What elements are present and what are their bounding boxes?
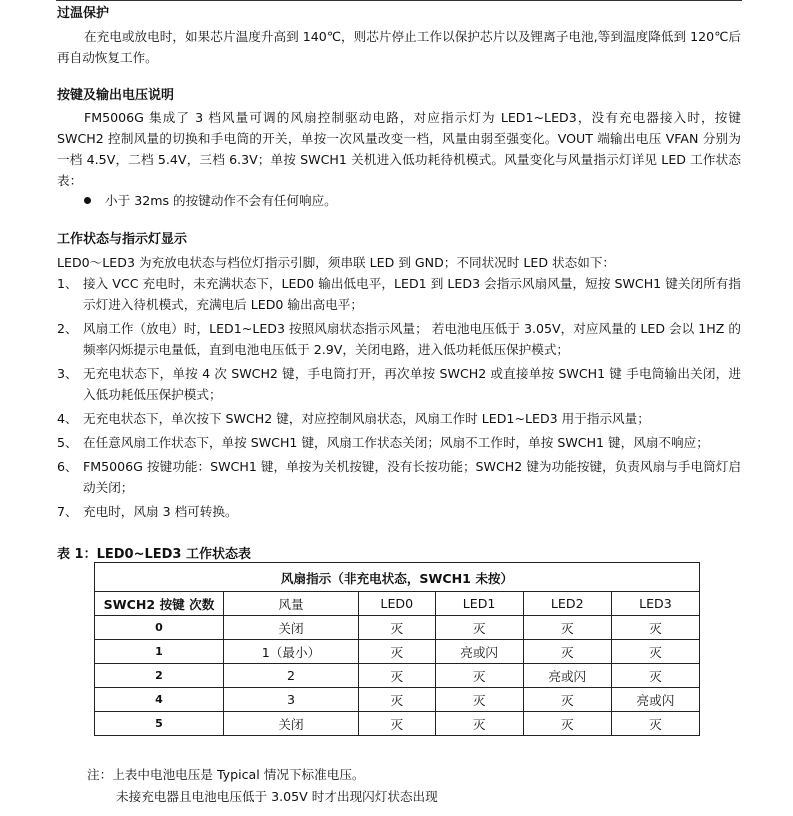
table-cell: 灭 xyxy=(358,616,435,640)
table-cell: 1（最小） xyxy=(224,640,359,664)
list-item xyxy=(57,273,741,315)
list-text: 无充电状态下，单次按下 SWCH2 键，对应控制风扇状态，风扇工作时 LED1~LED3 用于指示风量； xyxy=(83,411,650,426)
table-cell: 灭 xyxy=(358,688,435,712)
table-cell: 亮或闪 xyxy=(435,640,523,664)
list-number: 4、 xyxy=(57,411,78,426)
table-row xyxy=(95,688,700,712)
table-row xyxy=(95,616,700,640)
list-text: 在任意风扇工作状态下，单按 SWCH1 键，风扇工作状态关闭；风扇不工作时，单按 SWCH1 键，风扇不响应； xyxy=(83,435,709,450)
table-cell: 灭 xyxy=(435,616,523,640)
section-overtemp xyxy=(57,4,741,68)
table-cell: 灭 xyxy=(435,688,523,712)
column-header: 风量 xyxy=(224,592,359,616)
table-body xyxy=(95,616,700,736)
list-text: 充电时，风扇 3 档可转换。 xyxy=(83,504,238,519)
bullet-item xyxy=(84,190,337,211)
table-cell: 灭 xyxy=(523,616,611,640)
top-rule xyxy=(56,0,742,1)
note xyxy=(87,764,438,808)
list-number: 2、 xyxy=(57,321,78,336)
table-header-row xyxy=(95,592,700,616)
table-cell: 2 xyxy=(224,664,359,688)
section-keys xyxy=(57,86,741,191)
table-cell: 5 xyxy=(95,712,224,736)
table-cell: 1 xyxy=(95,640,224,664)
table-cell: 灭 xyxy=(358,712,435,736)
table-cell: 灭 xyxy=(523,688,611,712)
table-cell: 关闭 xyxy=(224,712,359,736)
list-item xyxy=(57,318,741,360)
list-item xyxy=(57,501,741,522)
table-row xyxy=(95,664,700,688)
table-row xyxy=(95,712,700,736)
table-cell: 灭 xyxy=(523,712,611,736)
list-number: 1、 xyxy=(57,276,78,291)
list-item xyxy=(57,432,741,453)
list-text: 风扇工作（放电）时，LED1~LED3 按照风扇状态指示风量； 若电池电压低于 3.05V，对应风量的 LED 会以 1HZ 的频率闪烁提示电量低，直到电池电压低于 2.9V，关闭电路，进入低功耗低压保护模式； xyxy=(83,321,741,357)
list-text: 接入 VCC 充电时，未充满状态下，LED0 输出低电平，LED1 到 LED3 会指示风扇风量，短按 SWCH1 键关闭所有指示灯进入待机模式，充满电后 LED0 输出高电平； xyxy=(83,276,741,312)
note-line: 未接充电器且电池电压低于 3.05V 时才出现闪灯状态出现 xyxy=(116,789,438,804)
paragraph: FM5006G 集成了 3 档风量可调的风扇控制驱动电路，对应指示灯为 LED1~LED3，没有充电器接入时，按键 SWCH2 控制风量的切换和手电筒的开关，单按一次风量改变一档，风量由弱至强变化。VOUT 端输出电压 VFAN 分别为一档 4.5V，二档 5.4V，三档 6.3V；单按 SWCH1 关机进入低功耗待机模式。风量变化与风量指示灯详见 LED 工作状态表： xyxy=(57,110,741,188)
list-item xyxy=(57,408,741,429)
section-status xyxy=(57,230,741,525)
table-cell: 3 xyxy=(224,688,359,712)
table-row xyxy=(95,640,700,664)
list-number: 6、 xyxy=(57,459,78,474)
table-cell: 关闭 xyxy=(224,616,359,640)
column-header: LED3 xyxy=(611,592,699,616)
section-title: 按键及输出电压说明 xyxy=(57,88,175,103)
table-cell: 灭 xyxy=(435,664,523,688)
table-cell: 亮或闪 xyxy=(523,664,611,688)
paragraph: 在充电或放电时，如果芯片温度升高到 140℃，则芯片停止工作以保护芯片以及锂离子电池,等到温度降低到 120℃后再自动恢复工作。 xyxy=(57,29,741,65)
bullet-icon xyxy=(84,197,91,204)
column-header: SWCH2 按键 次数 xyxy=(95,592,224,616)
table-cell: 灭 xyxy=(523,640,611,664)
column-header: LED0 xyxy=(358,592,435,616)
note-line: 注：上表中电池电压是 Typical 情况下标准电压。 xyxy=(87,767,365,782)
table-title: 风扇指示（非充电状态，SWCH1 未按） xyxy=(95,563,700,592)
list-number: 3、 xyxy=(57,366,78,381)
table-cell: 灭 xyxy=(611,616,699,640)
status-list xyxy=(57,273,741,522)
table-cell: 灭 xyxy=(611,664,699,688)
section-title: 过温保护 xyxy=(57,6,110,21)
table-cell: 灭 xyxy=(611,640,699,664)
list-text: 无充电状态下，单按 4 次 SWCH2 键，手电筒打开，再次单按 SWCH2 或直接单按 SWCH1 键 手电筒输出关闭，进入低功耗低压保护模式； xyxy=(83,366,741,402)
table-cell: 灭 xyxy=(435,712,523,736)
table-cell: 0 xyxy=(95,616,224,640)
paragraph: LED0～LED3 为充放电状态与档位灯指示引脚，须串联 LED 到 GND；不同状况时 LED 状态如下： xyxy=(57,255,616,270)
table-caption: 表 1：LED0~LED3 工作状态表 xyxy=(57,547,251,562)
list-item xyxy=(57,456,741,498)
table-cell: 灭 xyxy=(358,640,435,664)
table-cell: 灭 xyxy=(358,664,435,688)
bullet-text: 小于 32ms 的按键动作不会有任何响应。 xyxy=(105,193,337,208)
table-cell: 亮或闪 xyxy=(611,688,699,712)
table-cell: 4 xyxy=(95,688,224,712)
column-header: LED1 xyxy=(435,592,523,616)
table-cell: 2 xyxy=(95,664,224,688)
section-title: 工作状态与指示灯显示 xyxy=(57,232,188,247)
table-cell: 灭 xyxy=(611,712,699,736)
list-item xyxy=(57,363,741,405)
list-text: FM5006G 按键功能：SWCH1 键，单按为关机按键，没有长按功能；SWCH2 键为功能按键，负责风扇与手电筒灯启动关闭； xyxy=(83,459,741,495)
list-number: 7、 xyxy=(57,504,78,519)
list-number: 5、 xyxy=(57,435,78,450)
column-header: LED2 xyxy=(523,592,611,616)
led-status-table xyxy=(94,562,700,736)
